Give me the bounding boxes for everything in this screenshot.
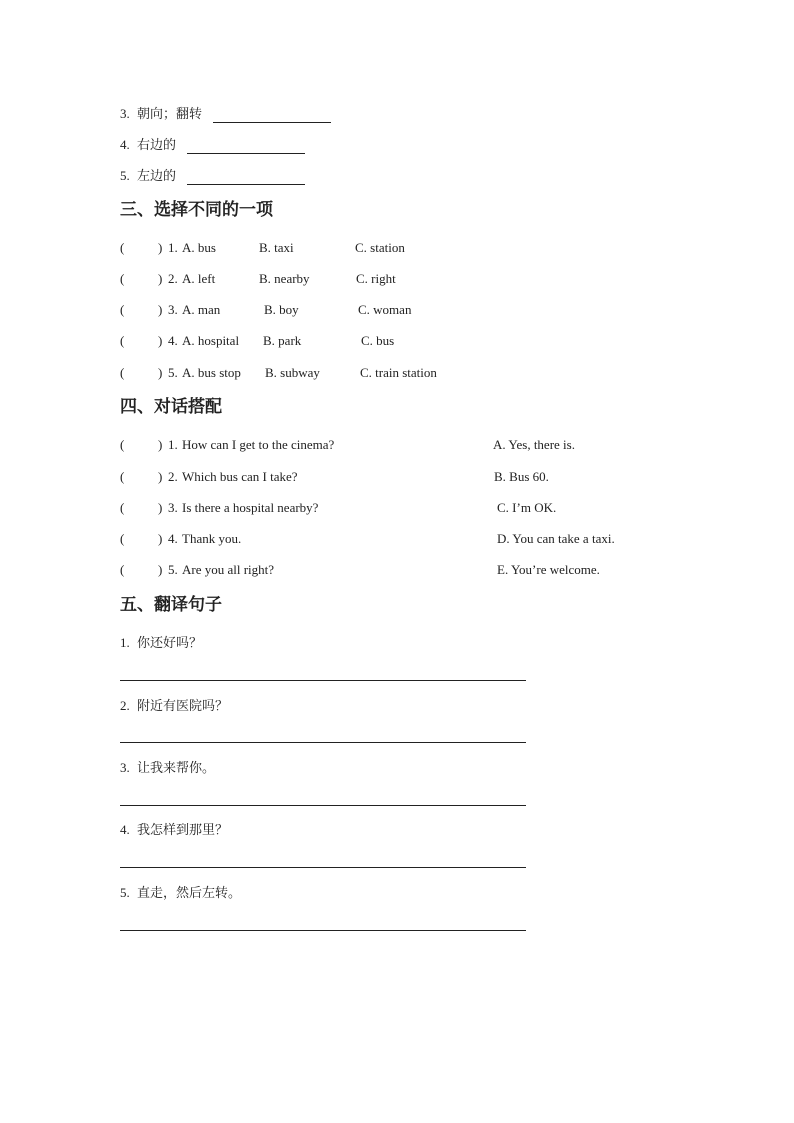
vocab-item-number: 3.: [120, 106, 130, 121]
section-4-title: 四、对话搭配: [120, 397, 222, 417]
answer-blank[interactable]: [187, 172, 305, 185]
dialogue-answer: D. You can take a taxi.: [497, 531, 615, 546]
option-c: C. right: [356, 271, 396, 286]
answer-paren-open: (: [120, 437, 125, 452]
vocab-item-4: [120, 137, 305, 154]
question-number: 5.: [168, 562, 178, 577]
option-c: C. bus: [361, 333, 395, 348]
translate-item-number: 4.: [120, 822, 130, 837]
vocab-item-number: 4.: [120, 137, 130, 152]
vocab-item-text: 朝向；翻转: [137, 107, 203, 122]
vocab-item-3: [120, 106, 331, 123]
translate-item-text: 直走，然后左转。: [137, 886, 242, 901]
question-number: 2.: [168, 271, 178, 286]
option-a: A. bus stop: [182, 365, 241, 380]
translate-item-text: 我怎样到那里？: [137, 823, 229, 838]
option-c: C. station: [355, 240, 405, 255]
option-b: B. taxi: [259, 240, 294, 255]
answer-paren-open: (: [120, 333, 125, 348]
vocab-item-5: [120, 168, 305, 185]
answer-paren-open: (: [120, 562, 125, 577]
answer-paren-open: (: [120, 271, 125, 286]
option-c: C. woman: [358, 302, 412, 317]
answer-line[interactable]: [120, 742, 526, 743]
answer-paren-close: ): [158, 500, 163, 515]
question-number: 1.: [168, 240, 178, 255]
answer-paren-open: (: [120, 365, 125, 380]
dialogue-answer: B. Bus 60.: [494, 469, 549, 484]
translate-item-number: 2.: [120, 698, 130, 713]
option-b: B. nearby: [259, 271, 310, 286]
answer-paren-close: ): [158, 437, 163, 452]
option-c: C. train station: [360, 365, 437, 380]
answer-paren-close: ): [158, 469, 163, 484]
option-b: B. subway: [265, 365, 320, 380]
question-number: 5.: [168, 365, 178, 380]
answer-paren-open: (: [120, 302, 125, 317]
question-number: 2.: [168, 469, 178, 484]
translate-item-text: 附近有医院吗？: [137, 699, 229, 714]
answer-paren-open: (: [120, 240, 125, 255]
option-a: A. man: [182, 302, 221, 317]
dialogue-question: Are you all right?: [182, 562, 275, 577]
option-b: B. boy: [264, 302, 299, 317]
translate-item-1: [120, 635, 202, 652]
vocab-item-text: 左边的: [137, 169, 177, 184]
option-b: B. park: [263, 333, 302, 348]
translate-item-number: 5.: [120, 885, 130, 900]
answer-paren-close: ): [158, 240, 163, 255]
option-a: A. bus: [182, 240, 216, 255]
answer-blank[interactable]: [187, 141, 305, 154]
answer-line[interactable]: [120, 680, 526, 681]
section-3-title: 三、选择不同的一项: [120, 200, 273, 220]
translate-item-number: 1.: [120, 635, 130, 650]
question-number: 1.: [168, 437, 178, 452]
dialogue-question: Is there a hospital nearby?: [182, 500, 319, 515]
question-number: 3.: [168, 302, 178, 317]
answer-paren-open: (: [120, 500, 125, 515]
translate-item-3: [120, 760, 215, 777]
dialogue-answer: C. I’m OK.: [497, 500, 557, 515]
translate-item-text: 你还好吗？: [137, 636, 203, 651]
dialogue-answer: A. Yes, there is.: [493, 437, 575, 452]
answer-paren-close: ): [158, 365, 163, 380]
translate-item-text: 让我来帮你。: [137, 761, 216, 776]
question-number: 4.: [168, 531, 178, 546]
answer-line[interactable]: [120, 930, 526, 931]
translate-item-5: [120, 885, 241, 902]
vocab-item-number: 5.: [120, 168, 130, 183]
translate-item-number: 3.: [120, 760, 130, 775]
dialogue-question: Which bus can I take?: [182, 469, 298, 484]
answer-line[interactable]: [120, 805, 526, 806]
question-number: 4.: [168, 333, 178, 348]
answer-paren-close: ): [158, 531, 163, 546]
option-a: A. hospital: [182, 333, 240, 348]
vocab-item-text: 右边的: [137, 138, 177, 153]
dialogue-question: How can I get to the cinema?: [182, 437, 335, 452]
dialogue-question: Thank you.: [182, 531, 242, 546]
answer-paren-close: ): [158, 333, 163, 348]
answer-paren-close: ): [158, 562, 163, 577]
dialogue-answer: E. You’re welcome.: [497, 562, 600, 577]
answer-paren-close: ): [158, 271, 163, 286]
section-5-title: 五、翻译句子: [120, 595, 222, 615]
answer-blank[interactable]: [213, 110, 331, 123]
answer-paren-open: (: [120, 469, 125, 484]
translate-item-2: [120, 698, 228, 715]
translate-item-4: [120, 822, 228, 839]
answer-paren-close: ): [158, 302, 163, 317]
question-number: 3.: [168, 500, 178, 515]
option-a: A. left: [182, 271, 216, 286]
answer-paren-open: (: [120, 531, 125, 546]
answer-line[interactable]: [120, 867, 526, 868]
